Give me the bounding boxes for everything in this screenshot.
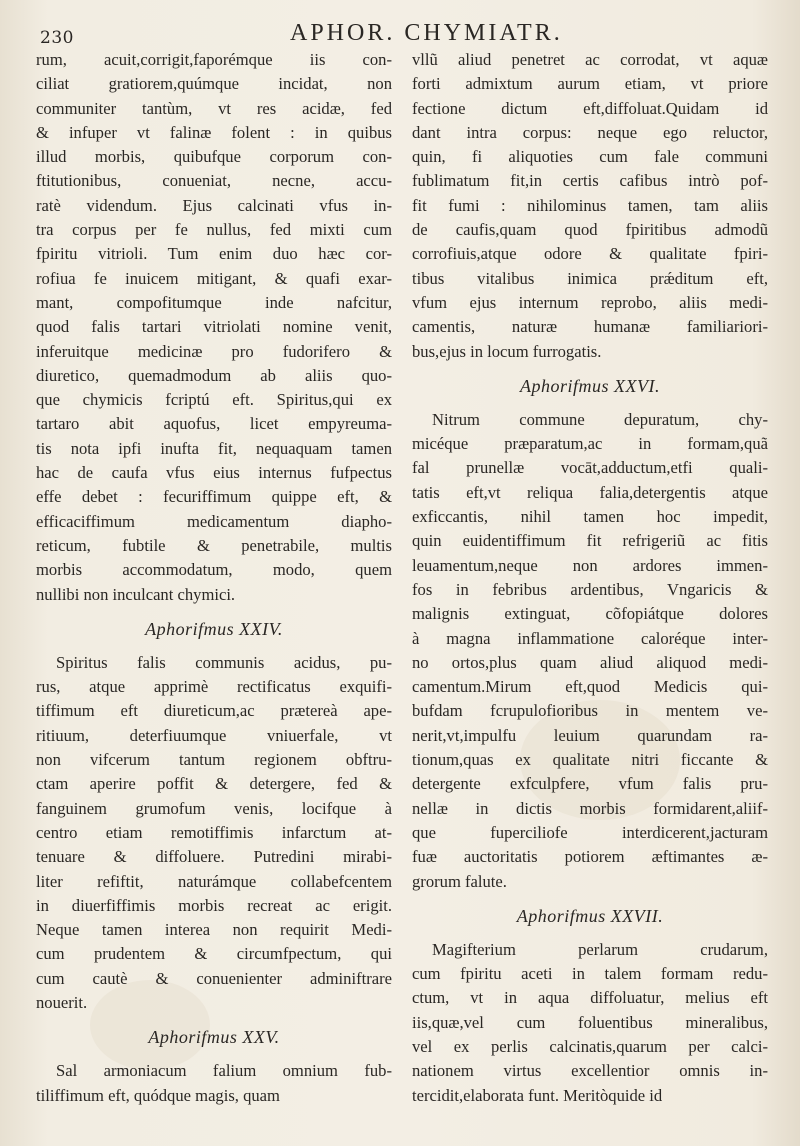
text-line: tercidit,elaborata funt. Meritòquide id <box>412 1085 663 1105</box>
page-number: 230 <box>40 28 74 48</box>
text-line: bus,ejus in locum furrogatis. <box>412 341 602 361</box>
aphorism-heading: Aphorifmus XXVI. <box>520 375 660 396</box>
text-line: bufdam fcrupulofioribus in mentem ve- <box>412 701 768 721</box>
text-line: tis nota ipfi inufta fit, nequaquam tamen <box>36 438 392 458</box>
text-line: micéque præparatum,ac in formam,quã <box>412 434 768 454</box>
text-line: que chymicis fcriptú eft. Spiritus,qui ex <box>36 390 392 410</box>
text-line: communiter tantùm, vt res acidæ, fed <box>36 98 392 118</box>
text-line: vllũ aliud penetret ac corrodat, vt aquæ <box>412 50 768 69</box>
text-line: camentis, naturæ humanæ familiariori- <box>412 317 768 337</box>
text-line: tartaro abit aquofus, licet empyreuma- <box>36 414 392 434</box>
text-line: corrofiuis,atque odore & qualitate fpiri- <box>412 244 768 264</box>
text-line: tibus vitalibus inimica prǽditum eft, <box>412 268 768 288</box>
text-line: morbis accommodatum, modo, quem <box>36 560 392 580</box>
text-line: Sal armoniacum falium omnium fub- <box>56 1061 392 1081</box>
text-line: que fuperciliofe interdicerent,jacturam <box>412 822 768 842</box>
text-line: rum, acuit,corrigit,faporémque iis con- <box>36 50 392 69</box>
text-line: cum fpiritu aceti in talem formam redu- <box>412 964 768 984</box>
text-block <box>36 48 392 607</box>
text-line: fpiritu vitrioli. Tum enim duo hæc cor- <box>36 244 392 264</box>
text-line: nouerit. <box>36 992 88 1012</box>
text-line: fublimatum fit,in certis cafibus intrò pof- <box>412 171 768 191</box>
text-block <box>412 938 768 1108</box>
text-line: effe debet : fecuriffimum quippe eft, & <box>36 487 392 507</box>
text-line: nerit,vt,impulfu leuium quarundam ra- <box>412 725 768 745</box>
text-line: ratè videndum. Ejus calcinati vfus in- <box>36 195 392 215</box>
text-line: ciliat gratiorem,quúmque incidat, non <box>36 74 392 94</box>
text-line: tenuare & diffoluere. Putredini mirabi- <box>36 847 392 867</box>
text-line: quin, fi aliquoties cum fale communi <box>412 147 768 167</box>
text-line: fos in febribus ardentibus, Vngaricis & <box>412 579 768 599</box>
text-line: quin euidentiffimum fit refrigeriũ ac fitis <box>412 531 768 551</box>
text-line: diuretico, quemadmodum ab aliis quo- <box>36 365 392 385</box>
text-line: liter refiftit, naturámque collabefcentem <box>36 871 392 891</box>
text-line: malignis extinguat, cõfopiátque dolores <box>412 604 768 624</box>
text-line: dant intra corpus: neque ego reluctor, <box>412 122 768 142</box>
text-line: grorum falute. <box>412 871 507 891</box>
text-line: Neque tamen interea non requirit Medi- <box>36 920 392 940</box>
text-line: nellæ in dictis morbis formidarent,aliif- <box>412 798 768 818</box>
text-line: tra corpus per fe nullus, fed mixti cum <box>36 220 392 240</box>
text-line: mant, compofitumque inde nafcitur, <box>36 292 392 312</box>
text-block <box>36 1059 392 1108</box>
text-line: fuæ auctoritatis potiorem æftimantes æ- <box>412 847 768 867</box>
text-line: nullibi non inculcant chymici. <box>36 584 236 604</box>
text-line: vel ex perlis calcinatis,quarum per calci- <box>412 1036 768 1056</box>
text-line: inferuitque medicinæ pro fudorifero & <box>36 341 392 361</box>
page-header <box>40 14 780 50</box>
text-line: tatis eft,vt reliqua falia,detergentis atque <box>412 482 768 502</box>
text-line: rofiua fe inuicem mitigant, & quafi exar- <box>36 268 392 288</box>
text-line: hac de caufa vfus eius internus fufpectus <box>36 463 392 483</box>
text-line: cum prudentem & circumfpectum, qui <box>36 944 392 964</box>
running-title: APHOR. CHYMIATR. <box>290 20 563 46</box>
text-line: in diuerfiffimis morbis recreat ac erigit. <box>36 895 392 915</box>
text-line: cum cautè & conuenienter adminiftrare <box>36 968 392 988</box>
text-line: ftitutionibus, conueniat, necne, accu- <box>36 171 392 191</box>
text-line: forti admixtum aurum etiam, vt priore <box>412 74 768 94</box>
text-line: de caufis,quam quod fpiritibus admodũ <box>412 220 768 240</box>
aphorism-heading: Aphorifmus XXV. <box>148 1027 280 1048</box>
text-line: nationem virtus excellentior omnis in- <box>412 1061 768 1081</box>
text-line: tiliffimum eft, quódque magis, quam <box>36 1085 280 1105</box>
text-block <box>412 408 768 894</box>
text-line: Spiritus falis communis acidus, pu- <box>56 652 392 672</box>
text-line: centro etiam remotiffimis infarctum at- <box>36 822 392 842</box>
text-line: leuamentum,neque non ardores immen- <box>412 555 768 575</box>
text-line: rus, atque apprimè rectificatus exquifi- <box>36 677 392 697</box>
text-line: fit fumi : nihilominus tamen, tam aliis <box>412 195 768 215</box>
text-line: no ortos,plus quam aliud aliquod medi- <box>412 652 768 672</box>
text-line: ctam aperire poffit & detergere, fed & <box>36 774 392 794</box>
text-line: & infuper vt falinæ folent : in quibus <box>36 122 392 142</box>
text-line: à magna inflammatione caloréque inter- <box>412 628 768 648</box>
text-line: Magifterium perlarum crudarum, <box>432 939 768 959</box>
text-line: illud morbis, quibufque corporum con- <box>36 147 392 167</box>
text-line: quod falis tartari vitriolati nomine venit, <box>36 317 392 337</box>
aphorism-heading: Aphorifmus XXVII. <box>516 905 664 926</box>
text-line: tionum,quas ex qualitate nitri ficcante & <box>412 750 768 770</box>
text-line: fal prunellæ vocāt,adductum,etfi quali- <box>412 458 768 478</box>
text-line: vfum ejus internum reprobo, aliis medi- <box>412 292 768 312</box>
text-line: efficaciffimum medicamentum diapho- <box>36 511 392 531</box>
text-line: fectione dictum eft,diffoluat.Quidam id <box>412 98 768 118</box>
text-line: fanguinem grumofum venis, locifque à <box>36 798 392 818</box>
text-block <box>36 651 392 1015</box>
text-block <box>412 48 768 364</box>
left-column <box>36 48 392 1108</box>
text-line: iis,quæ,vel cum foluentibus mineralibus, <box>412 1012 768 1032</box>
text-line: non vifcerum tantum regionem obftru- <box>36 750 392 770</box>
text-line: detergente exfculpfere, vfum falis pru- <box>412 774 768 794</box>
aphorism-heading: Aphorifmus XXIV. <box>145 618 283 639</box>
text-line: ritiuum, deterfiuumque vniuerfale, vt <box>36 725 392 745</box>
text-line: tiffimum eft diureticum,ac prætereà ape- <box>36 701 392 721</box>
text-line: exficcantis, nihil tamen hoc impedit, <box>412 507 768 527</box>
right-column <box>412 48 768 1108</box>
text-line: reticum, fubtile & penetrabile, multis <box>36 535 392 555</box>
text-line: ctum, vt in aqua diffoluatur, melius eft <box>412 988 768 1008</box>
text-line: Nitrum commune depuratum, chy- <box>432 409 768 429</box>
text-line: camentum.Mirum eft,quod Medicis qui- <box>412 677 768 697</box>
